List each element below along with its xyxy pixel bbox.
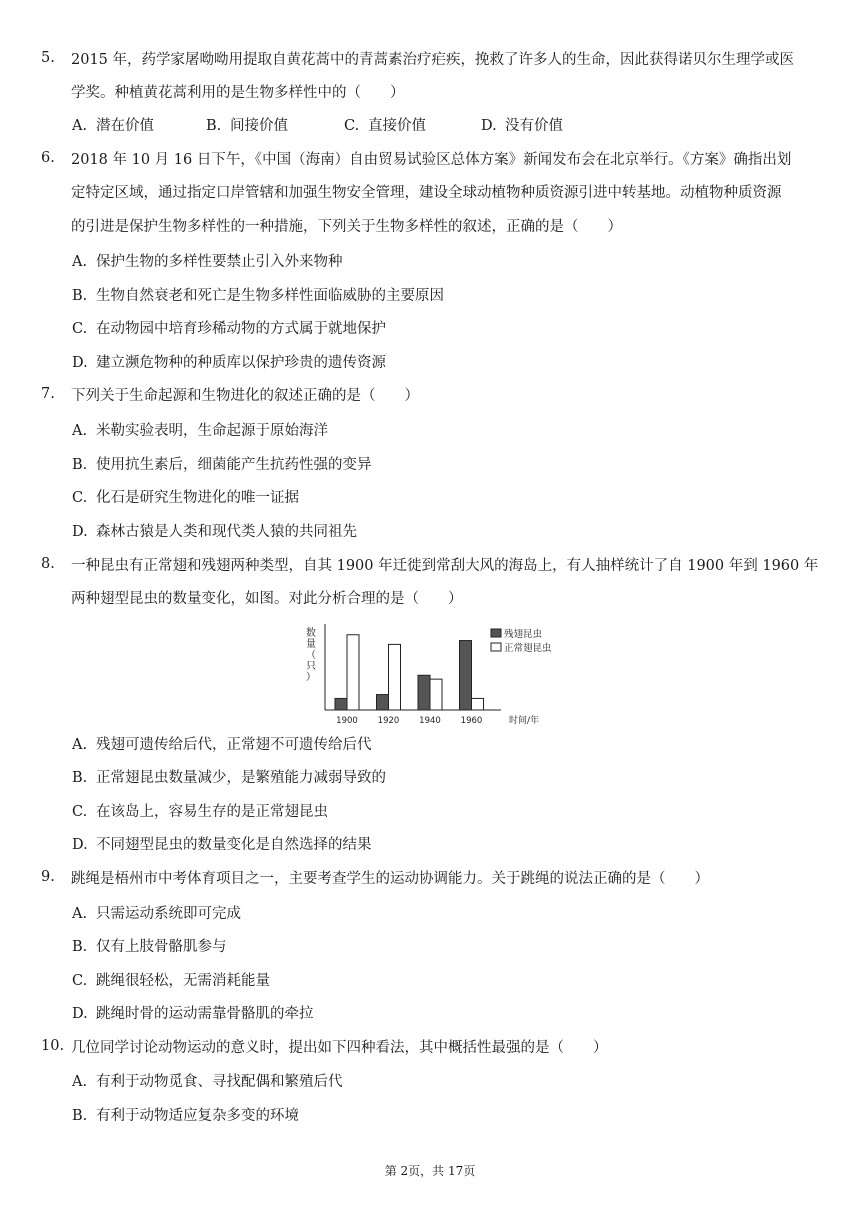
legend-label: 正常翅昆虫 bbox=[504, 643, 552, 654]
question-number: 6. bbox=[41, 150, 55, 166]
question-text-line: 的引进是保护生物多样性的一种措施，下列关于生物多样性的叙述，正确的是（ ） bbox=[71, 219, 622, 235]
bar-normal-1920 bbox=[389, 644, 401, 710]
option-b[interactable]: B. 正常翅昆虫数量减少，是繁殖能力减弱导致的 bbox=[72, 770, 386, 786]
bar-normal-1900 bbox=[347, 635, 359, 710]
question-text-line: 跳绳是梧州市中考体育项目之一，主要考查学生的运动协调能力。关于跳绳的说法正确的是（ ） bbox=[71, 871, 709, 887]
question-text-line: 下列关于生命起源和生物进化的叙述正确的是（ ） bbox=[71, 388, 419, 404]
bar-vestigial-1900 bbox=[335, 698, 347, 710]
x-tick-label: 1960 bbox=[460, 716, 483, 726]
page-footer bbox=[0, 1162, 860, 1179]
question-number: 7. bbox=[41, 386, 55, 402]
page-number: 第 2页，共 17页 bbox=[384, 1164, 476, 1178]
legend-label: 残翅昆虫 bbox=[504, 629, 543, 640]
question-number: 10. bbox=[41, 1038, 65, 1054]
option-d[interactable]: D. 跳绳时骨的运动需靠骨骼肌的牵拉 bbox=[72, 1006, 314, 1022]
option-b[interactable]: B. 生物自然衰老和死亡是生物多样性面临威胁的主要原因 bbox=[72, 288, 444, 304]
bar-vestigial-1960 bbox=[460, 641, 472, 710]
x-tick-label: 1940 bbox=[419, 716, 441, 726]
option-b[interactable]: B. 仅有上肢骨骼肌参与 bbox=[72, 939, 227, 955]
option-a[interactable]: A. 米勒实验表明，生命起源于原始海洋 bbox=[72, 423, 328, 439]
option-c[interactable]: C. 跳绳很轻松，无需消耗能量 bbox=[72, 973, 270, 989]
question-text-line: 几位同学讨论动物运动的意义时，提出如下四种看法，其中概括性最强的是（ ） bbox=[71, 1040, 608, 1056]
question-text-line: 2018 年 10 月 16 日下午，《中国（海南）自由贸易试验区总体方案》新闻发布会在北京举行。《方案》确指出划 bbox=[71, 152, 792, 168]
x-tick-label: 1900 bbox=[336, 716, 358, 726]
option-a[interactable]: A. 只需运动系统即可完成 bbox=[72, 906, 241, 922]
option-c[interactable]: C. 在该岛上，容易生存的是正常翅昆虫 bbox=[72, 804, 328, 820]
x-axis-label: 时间/年 bbox=[509, 716, 540, 726]
option-b[interactable]: B. 有利于动物适应复杂多变的环境 bbox=[72, 1108, 299, 1124]
y-axis-label: 数量（只） bbox=[306, 628, 316, 683]
option-c[interactable]: C. 化石是研究生物进化的唯一证据 bbox=[72, 490, 299, 506]
option-d[interactable]: D. 没有价值 bbox=[481, 118, 563, 134]
option-d[interactable]: D. 不同翅型昆虫的数量变化是自然选择的结果 bbox=[72, 837, 372, 853]
x-tick-label: 1920 bbox=[377, 716, 400, 726]
question-text-line: 2015 年，药学家屠呦呦用提取自黄花蒿中的青蒿素治疗疟疾，挽救了许多人的生命，因此获得诺贝尔生理学或医 bbox=[71, 52, 795, 68]
insect-population-bar-chart bbox=[295, 622, 565, 730]
option-b[interactable]: B. 使用抗生素后，细菌能产生抗药性强的变异 bbox=[72, 457, 372, 473]
question-number: 8. bbox=[41, 556, 55, 572]
question-text-line: 定特定区域，通过指定口岸管辖和加强生物安全管理，建设全球动植物种质资源引进中转基地。动植物种质资源 bbox=[71, 185, 782, 201]
bar-normal-1940 bbox=[430, 679, 442, 710]
legend-swatch bbox=[491, 643, 501, 651]
option-b[interactable]: B. 间接价值 bbox=[206, 118, 288, 134]
bar-vestigial-1920 bbox=[377, 695, 389, 710]
option-a[interactable]: A. 潜在价值 bbox=[72, 118, 154, 134]
bar-vestigial-1940 bbox=[418, 675, 430, 710]
question-text-line: 一种昆虫有正常翅和残翅两种类型，自其 1900 年迁徙到常刮大风的海岛上，有人抽样统计了自 1900 年到 1960 年 bbox=[71, 558, 819, 574]
option-a[interactable]: A. 保护生物的多样性要禁止引入外来物种 bbox=[72, 254, 343, 270]
option-d[interactable]: D. 森林古猿是人类和现代类人猿的共同祖先 bbox=[72, 524, 357, 540]
option-a[interactable]: A. 残翅可遗传给后代，正常翅不可遗传给后代 bbox=[72, 737, 372, 753]
question-number: 5. bbox=[41, 50, 55, 66]
bar-normal-1960 bbox=[472, 698, 484, 710]
question-number: 9. bbox=[41, 869, 55, 885]
option-a[interactable]: A. 有利于动物觅食、寻找配偶和繁殖后代 bbox=[72, 1074, 343, 1090]
question-text-line: 两种翅型昆虫的数量变化，如图。对此分析合理的是（ ） bbox=[71, 591, 463, 607]
option-c[interactable]: C. 直接价值 bbox=[344, 118, 426, 134]
option-c[interactable]: C. 在动物园中培育珍稀动物的方式属于就地保护 bbox=[72, 321, 386, 337]
question-text-line: 学奖。种植黄花蒿利用的是生物多样性中的（ ） bbox=[71, 85, 405, 101]
legend-swatch bbox=[491, 629, 501, 637]
option-d[interactable]: D. 建立濒危物种的种质库以保护珍贵的遗传资源 bbox=[72, 355, 386, 371]
